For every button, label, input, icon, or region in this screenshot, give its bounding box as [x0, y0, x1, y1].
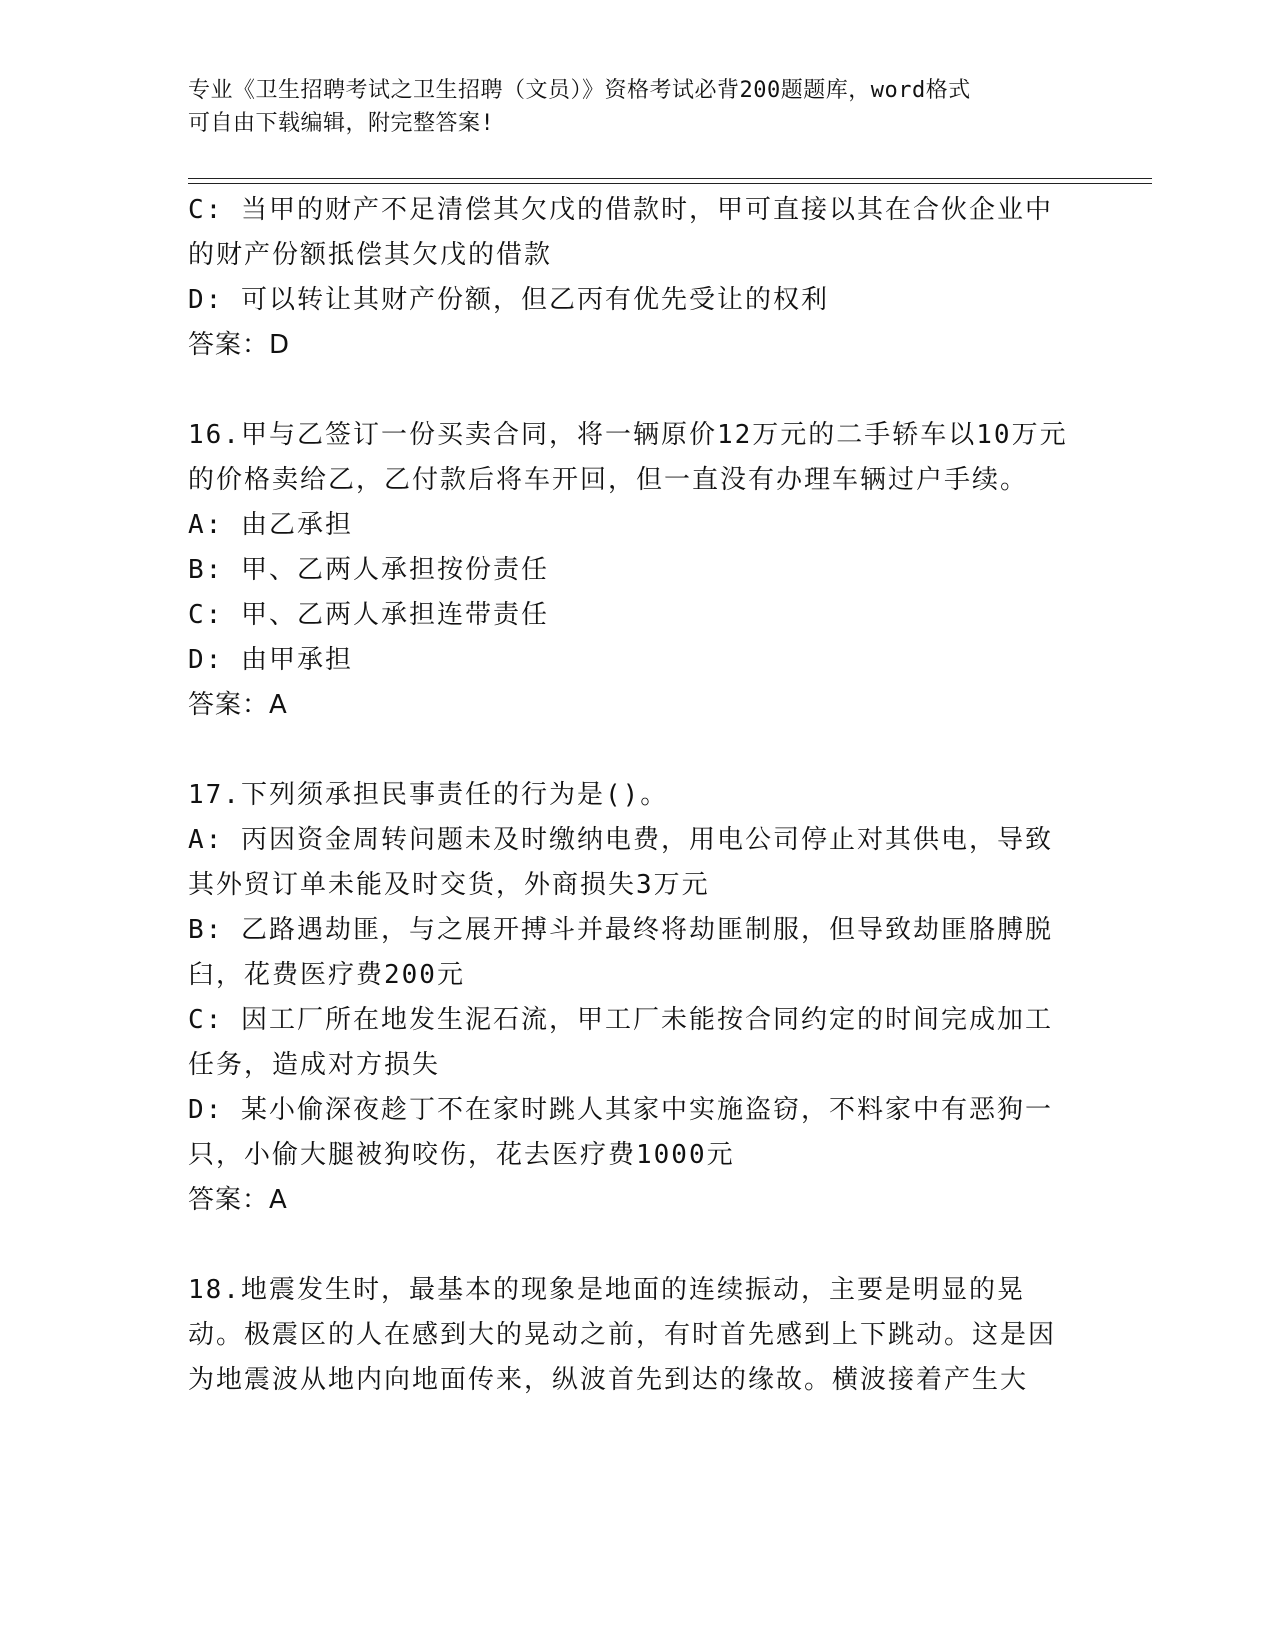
spacer — [188, 1223, 1078, 1268]
question-stem: 16.甲与乙签订一份买卖合同，将一辆原价12万元的二手轿车以10万元的价格卖给乙，乙付款后将车开回，但一直没有办理车辆过户手续。 — [188, 420, 1068, 495]
document-header — [188, 74, 1068, 140]
option-a: A: 丙因资金周转问题未及时缴纳电费，用电公司停止对其供电，导致其外贸订单未能及时交货，外商损失3万元 — [188, 825, 1053, 900]
header-title-line-1: 专业《卫生招聘考试之卫生招聘（文员）》资格考试必背200题题库，word格式 — [188, 78, 971, 103]
question-16 — [188, 413, 1078, 728]
option-c: C: 甲、乙两人承担连带责任 — [188, 600, 549, 630]
answer-line: 答案：A — [188, 690, 288, 720]
option-c: C: 因工厂所在地发生泥石流，甲工厂未能按合同约定的时间完成加工任务，造成对方损失 — [188, 1005, 1053, 1080]
option-d: D: 可以转让其财产份额，但乙丙有优先受让的权利 — [188, 285, 829, 315]
spacer — [188, 368, 1078, 413]
question-18 — [188, 1268, 1078, 1403]
question-17 — [188, 773, 1078, 1223]
option-d: D: 某小偷深夜趁丁不在家时跳人其家中实施盗窃，不料家中有恶狗一只，小偷大腿被狗咬伤，花去医疗费1000元 — [188, 1095, 1053, 1170]
option-b: B: 甲、乙两人承担按份责任 — [188, 555, 549, 585]
answer-line: 答案：A — [188, 1185, 288, 1215]
question-stem: 17.下列须承担民事责任的行为是()。 — [188, 780, 669, 810]
header-divider-top — [188, 178, 1152, 179]
question-stem: 18.地震发生时，最基本的现象是地面的连续振动，主要是明显的晃动。极震区的人在感到大的晃动之前，有时首先感到上下跳动。这是因为地震波从地内向地面传来，纵波首先到达的缘故。横波接着产生大 — [188, 1275, 1057, 1395]
question-15-tail — [188, 188, 1078, 368]
spacer — [188, 728, 1078, 773]
option-b: B: 乙路遇劫匪，与之展开搏斗并最终将劫匪制服，但导致劫匪胳膊脱臼，花费医疗费200元 — [188, 915, 1053, 990]
option-d: D: 由甲承担 — [188, 645, 353, 675]
document-body — [188, 188, 1078, 1403]
header-divider-bottom — [188, 183, 1152, 184]
option-c: C: 当甲的财产不足清偿其欠戊的借款时，甲可直接以其在合伙企业中的财产份额抵偿其欠戊的借款 — [188, 195, 1053, 270]
answer-line: 答案：D — [188, 330, 291, 360]
header-title-line-2: 可自由下载编辑，附完整答案! — [188, 111, 495, 136]
option-a: A: 由乙承担 — [188, 510, 353, 540]
